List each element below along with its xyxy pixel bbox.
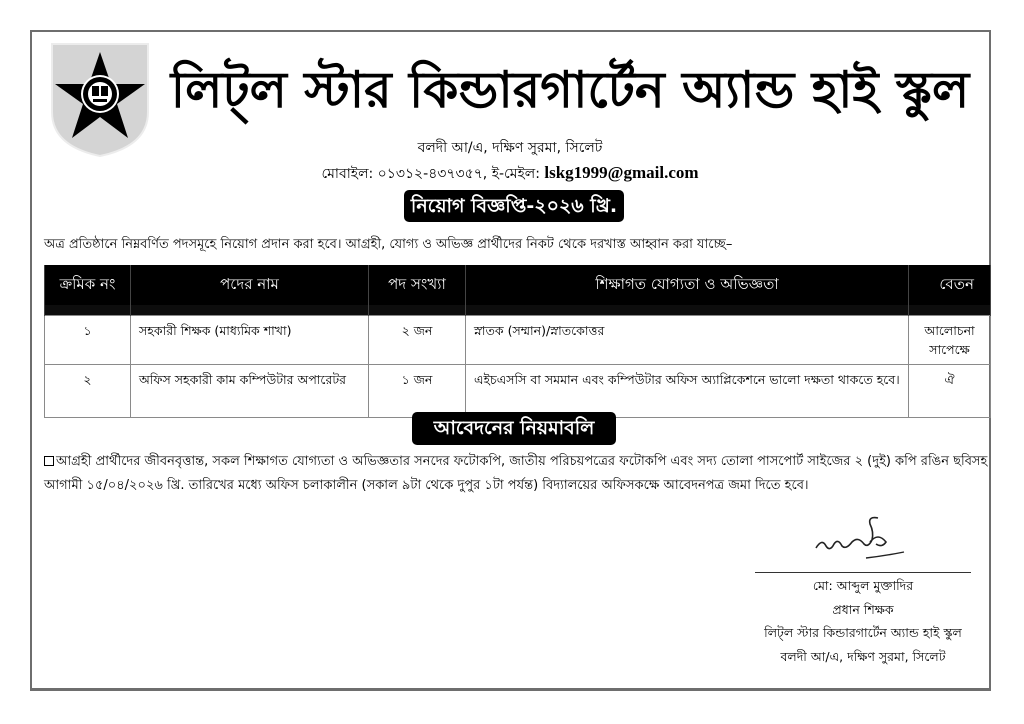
cell-salary: ঐ	[909, 365, 991, 418]
rules-banner: আবেদনের নিয়মাবলি	[412, 412, 616, 445]
school-name-title: লিট্‌ল স্টার কিন্ডারগার্টেন অ্যান্ড হাই স্কুল	[170, 61, 970, 119]
signatory-institution: লিট্‌ল স্টার কিন্ডারগার্টেন অ্যান্ড হাই স্কুল	[764, 625, 962, 640]
cell-count: ১ জন	[369, 365, 466, 418]
cell-qualification: স্নাতক (সম্মান)/স্নাতকোত্তর	[466, 316, 909, 365]
rules-paragraph	[44, 450, 990, 498]
cell-post: অফিস সহকারী কাম কম্পিউটার অপারেটর	[131, 365, 369, 418]
table-header-row	[45, 265, 991, 316]
intro-text: অত্র প্রতিষ্ঠানে নিম্নবর্ণিত পদসমূহে নিয়োগ প্রদান করা হবে। আগ্রহী, যোগ্য ও অভিজ্ঞ প্রার্থীদের নিকট থেকে দরখাস্ত আহ্বান করা যাচ্ছে–	[44, 237, 733, 252]
header-qualification: শিক্ষাগত যোগ্যতা ও অভিজ্ঞতা	[466, 265, 909, 316]
signatory-block	[752, 574, 974, 668]
mobile-label: মোবাইল: ০১৩১২-৪৩৭৩৫৭, ই-মেইল:	[321, 166, 540, 182]
cell-qualification: এইচএসসি বা সমমান এবং কম্পিউটার অফিস অ্যাপ্লিকেশনে ভালো দক্ষতা থাকতে হবে।	[466, 365, 909, 418]
rules-text: আগ্রহী প্রার্থীদের জীবনবৃত্তান্ত, সকল শিক্ষাগত যোগ্যতা ও অভিজ্ঞতার সনদের ফটোকপি, জাতীয় পরিচয়পত্রের ফটোকপি এবং সদ্য তোলা পাসপোর্ট সাইজের ২ (দুই) কপি রঙিন ছবিসহ আগামী ১৫/০৪/২০২৬ খ্রি. তারিখের মধ্যে অফিস চলাকালীন (সকাল ৯টা থেকে দুপুর ১টা পর্যন্ত) বিদ্যালয়ের অফিসকক্ষে আবেদনপত্র জমা দিতে হবে।	[44, 454, 988, 493]
contact-line	[280, 162, 740, 185]
email-address: lskg1999@gmail.com	[544, 163, 699, 182]
header-salary: বেতন	[909, 265, 991, 316]
checkbox-bullet-icon	[44, 456, 54, 466]
cell-serial: ২	[45, 365, 131, 418]
school-logo-icon	[50, 42, 150, 158]
notice-banner: নিয়োগ বিজ্ঞপ্তি-২০২৬ খ্রি.	[404, 190, 624, 222]
signatory-designation: প্রধান শিক্ষক	[832, 601, 894, 617]
vacancy-table	[44, 265, 991, 418]
table-row	[45, 316, 991, 365]
school-address: বলদী আ/এ, দক্ষিণ সুরমা, সিলেট	[417, 140, 603, 156]
signature-icon	[808, 512, 908, 564]
cell-count: ২ জন	[369, 316, 466, 365]
cell-post: সহকারী শিক্ষক (মাধ্যমিক শাখা)	[131, 316, 369, 365]
header-serial: ক্রমিক নং	[45, 265, 131, 316]
signature-line	[755, 572, 971, 573]
cell-salary: আলোচনা সাপেক্ষে	[909, 316, 991, 365]
table-row	[45, 365, 991, 418]
signatory-name: মো: আব্দুল মুক্তাদির	[812, 578, 914, 593]
header-post-name: পদের নাম	[131, 265, 369, 316]
cell-serial: ১	[45, 316, 131, 365]
header-post-count: পদ সংখ্যা	[369, 265, 466, 316]
signatory-address: বলদী আ/এ, দক্ষিণ সুরমা, সিলেট	[780, 648, 946, 664]
